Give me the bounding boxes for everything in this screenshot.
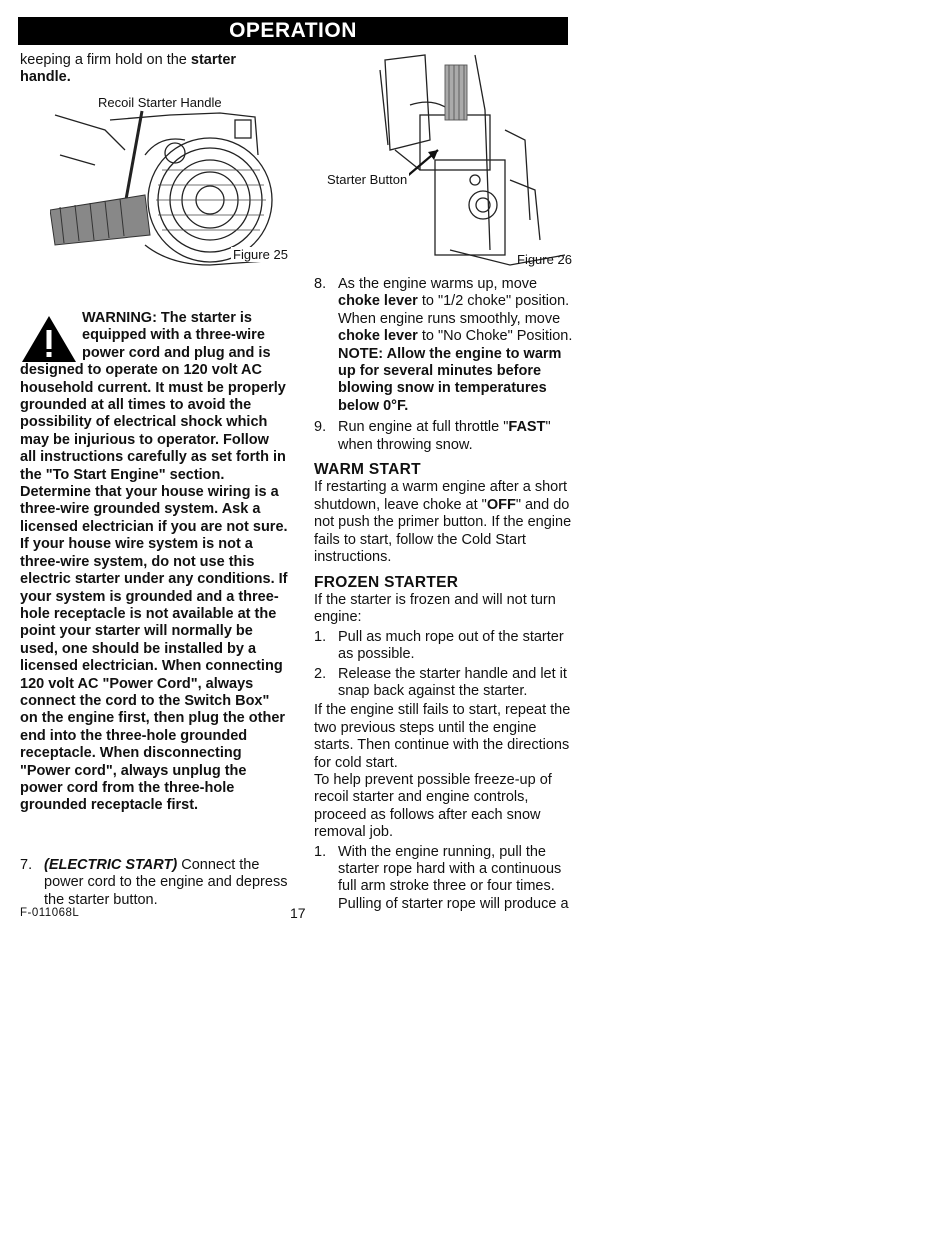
step-7-number: 7. bbox=[20, 857, 33, 873]
warm-start-text-2: " and do not push the primer button. If the engine fails to start, follow the Cold Start instructions. bbox=[314, 496, 572, 566]
step-9-text-2: " when throwing snow. bbox=[338, 419, 551, 453]
step-8 bbox=[314, 276, 576, 415]
frozen-starter-intro: If the starter is frozen and will not turn engine: bbox=[314, 591, 556, 626]
step-7-text: Connect the power cord to the engine and depress the starter button. bbox=[44, 857, 288, 908]
step-8-text-2: to "1/2 choke" position. When engine runs smoothly, move bbox=[338, 293, 570, 327]
warning-line-1: WARNING: The starter is bbox=[82, 310, 252, 326]
step-8-number: 8. bbox=[314, 276, 327, 292]
step-8-text-1: As the engine warms up, move bbox=[338, 276, 538, 292]
document-code: F-011068L bbox=[20, 907, 80, 919]
intro-prefix: keeping a firm hold on the bbox=[20, 52, 191, 68]
warm-start-heading: WARM START bbox=[314, 461, 421, 479]
frozen-step-2-text: Release the starter handle and let it snap back against the starter. bbox=[338, 665, 567, 699]
warm-start-paragraph bbox=[314, 479, 576, 566]
step-8-text-3: to "No Choke" Position. bbox=[417, 328, 573, 345]
warm-start-bold: OFF bbox=[486, 496, 516, 513]
step-9-bold: FAST bbox=[508, 419, 546, 436]
frozen-step-1-number: 1. bbox=[314, 628, 327, 645]
figure-26-label: Starter Button bbox=[327, 172, 408, 187]
warning-block bbox=[20, 310, 288, 815]
step-8-note: NOTE: Allow the engine to warm up for several minutes before blowing snow in temperatures below 0°F. bbox=[338, 345, 562, 414]
recoil-starter-illustration bbox=[50, 95, 290, 270]
step-7-bold: (ELECTRIC START) bbox=[44, 857, 178, 873]
figure-25 bbox=[50, 95, 290, 270]
warm-start-text-1: If restarting a warm engine after a short shutdown, leave choke at " bbox=[314, 479, 568, 513]
warning-body: designed to operate on 120 volt AC household current. It must be properly grounded at all times to avoid the possibility of electrical shock which may be injurious to operator. Follow all instructions carefully as set forth in the "To Start Engine" section. Determine that your house wiring is a three-wire grounded system. Ask a licensed electrician if you are not sure. If your house wire system is not a three-wire system, do not use this electric starter under any conditions. If your system is grounded and a three-hole receptacle is not available at the point your starter will normally be used, one should be installed by a licensed electrician. When connecting 120 volt AC "Power Cord", always connect the cord to the Switch Box" on the engine first, then plug the other end into the three-hole grounded receptacle. When disconnecting "Power cord", always unplug the power cord from the three-hole grounded receptacle first. bbox=[20, 362, 288, 814]
figure-26-caption: Figure 26 bbox=[517, 252, 572, 267]
frozen-para-1: If the engine still fails to start, repeat the two previous steps until the engine starts. Then continue with the directions for cold start. bbox=[314, 702, 571, 771]
frozen-starter-heading: FROZEN STARTER bbox=[314, 573, 459, 591]
warning-line-2: equipped with a three-wire bbox=[82, 327, 265, 344]
warning-triangle-icon bbox=[20, 314, 78, 364]
step-8-bold-1: choke lever bbox=[338, 293, 418, 310]
step-8-bold-2: choke lever bbox=[338, 328, 418, 345]
frozen-step-1-text: Pull as much rope out of the starter as possible. bbox=[338, 628, 564, 663]
frozen-step-2-number: 2. bbox=[314, 665, 327, 682]
freeze-prevent-step-1-number: 1. bbox=[314, 843, 327, 860]
freeze-prevent-step-1 bbox=[314, 844, 576, 914]
freeze-prevent-step-1-text: With the engine running, pull the starter rope hard with a continuous full arm stroke three or four times. Pulling of starter rope will produce a bbox=[338, 843, 569, 912]
figure-26 bbox=[310, 50, 578, 270]
intro-bold: starter handle. bbox=[20, 52, 237, 86]
warning-line-3: power cord and plug and is bbox=[82, 344, 271, 361]
frozen-step-1 bbox=[314, 629, 576, 664]
figure-25-caption: Figure 25 bbox=[233, 247, 288, 262]
intro-text bbox=[20, 52, 288, 87]
frozen-para-2: To help prevent possible freeze-up of recoil starter and engine controls, proceed as follows after each snow removal job. bbox=[314, 771, 552, 841]
step-9-text-1: Run engine at full throttle " bbox=[338, 419, 509, 436]
step-9-number: 9. bbox=[314, 419, 327, 436]
figure-25-label: Recoil Starter Handle bbox=[98, 95, 222, 110]
frozen-step-2 bbox=[314, 666, 576, 701]
right-column bbox=[314, 276, 576, 913]
step-9 bbox=[314, 419, 576, 454]
section-header: OPERATION bbox=[18, 17, 568, 45]
step-7 bbox=[20, 857, 288, 909]
starter-button-illustration bbox=[310, 50, 578, 270]
page-number: 17 bbox=[290, 905, 306, 921]
